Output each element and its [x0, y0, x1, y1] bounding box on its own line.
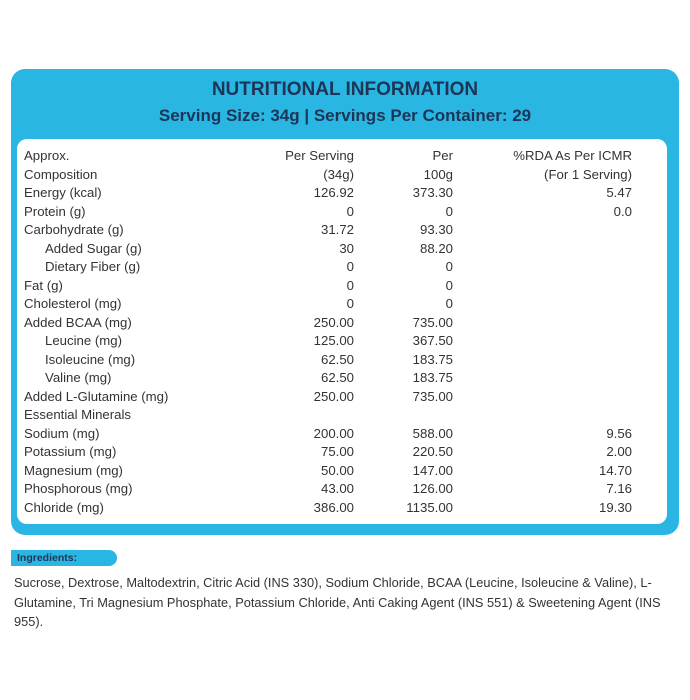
nutrient-name: Isoleucine (mg) [45, 351, 136, 367]
per-serving-value: 200.00 [313, 425, 354, 441]
header-composition-1: Approx. [24, 148, 70, 163]
nutrient-name: Added L-Glutamine (mg) [24, 388, 169, 404]
nutrient-name: Valine (mg) [45, 370, 112, 385]
per-serving-value: 30 [339, 240, 354, 256]
ingredients-label: Ingredients: [11, 550, 117, 566]
per-100g-value: 0 [445, 259, 453, 274]
serving-info: Serving Size: 34g | Servings Per Container: 29 [158, 106, 532, 125]
header-rda-2: (For 1 Serving) [544, 167, 632, 182]
per-100g-value: 1135.00 [406, 499, 453, 515]
ingredients-text: Sucrose, Dextrose, Maltodextrin, Citric Acid (INS 330), Sodium Chloride, BCAA (Leucine, Isoleucine & Valine), L-Glutamine, Tri Magnesium Phosphate, Potassium Chloride, Anti Caking Agent (INS 551) & Sweetening Agent (INS 955). [14, 575, 661, 629]
per-100g-value: 126.00 [412, 481, 453, 496]
per-100g-value: 147.00 [412, 462, 453, 478]
nutrient-name: Energy (kcal) [24, 185, 102, 200]
header-per-serving-2: (34g) [323, 167, 354, 182]
panel-title: NUTRITIONAL INFORMATION [211, 79, 479, 100]
per-serving-value: 0 [346, 203, 354, 219]
per-100g-value: 373.30 [412, 185, 453, 200]
header-rda-1: %RDA As Per ICMR [513, 148, 632, 163]
nutrition-table [17, 139, 667, 524]
per-serving-value: 0 [346, 296, 354, 311]
per-serving-value: 250.00 [313, 314, 354, 330]
nutrient-name: Dietary Fiber (g) [45, 259, 141, 274]
per-serving-value: 50.00 [320, 462, 354, 478]
per-100g-value: 588.00 [412, 425, 453, 441]
nutrient-name: Leucine (mg) [45, 333, 122, 348]
per-serving-value: 43.00 [320, 481, 354, 496]
nutrient-name: Phosphorous (mg) [24, 481, 133, 496]
rda-value: 19.30 [598, 499, 632, 515]
rda-value: 5.47 [606, 185, 632, 200]
per-serving-value: 126.92 [313, 185, 354, 200]
header-per-100g-1: Per [432, 148, 453, 163]
per-100g-value: 93.30 [419, 222, 453, 237]
nutrient-name: Essential Minerals [24, 407, 132, 422]
header-composition-2: Composition [24, 167, 98, 182]
nutrient-name: Added Sugar (g) [45, 240, 142, 256]
per-100g-value: 367.50 [412, 333, 453, 348]
per-100g-value: 0 [445, 296, 453, 311]
per-serving-value: 62.50 [320, 351, 354, 367]
per-100g-value: 735.00 [412, 314, 453, 330]
per-serving-value: 0 [346, 259, 354, 274]
per-serving-value: 75.00 [320, 444, 354, 459]
per-serving-value: 0 [346, 277, 354, 293]
per-serving-value: 250.00 [313, 388, 354, 404]
per-100g-value: 88.20 [419, 240, 453, 256]
per-serving-value: 31.72 [320, 222, 354, 237]
nutrient-name: Carbohydrate (g) [24, 222, 124, 237]
per-serving-value: 386.00 [313, 499, 354, 515]
nutrient-name: Protein (g) [24, 203, 86, 219]
rda-value: 7.16 [606, 481, 632, 496]
nutrient-name: Chloride (mg) [24, 499, 104, 515]
nutrient-name: Sodium (mg) [24, 425, 100, 441]
rda-value: 14.70 [598, 462, 632, 478]
per-serving-value: 62.50 [320, 370, 354, 385]
per-100g-value: 735.00 [412, 388, 453, 404]
nutrient-name: Cholesterol (mg) [24, 296, 122, 311]
rda-value: 9.56 [606, 425, 632, 441]
per-100g-value: 0 [445, 277, 453, 293]
nutrient-name: Potassium (mg) [24, 444, 117, 459]
header-per-100g-2: 100g [423, 167, 453, 182]
per-serving-value: 125.00 [313, 333, 354, 348]
rda-value: 2.00 [606, 444, 632, 459]
per-100g-value: 183.75 [412, 351, 453, 367]
rda-value: 0.0 [613, 203, 632, 219]
per-100g-value: 220.50 [412, 444, 453, 459]
per-100g-value: 183.75 [412, 370, 453, 385]
nutrient-name: Fat (g) [24, 277, 63, 293]
per-100g-value: 0 [445, 203, 453, 219]
nutrient-name: Magnesium (mg) [24, 462, 123, 478]
header-per-serving-1: Per Serving [285, 148, 354, 163]
nutrient-name: Added BCAA (mg) [24, 314, 132, 330]
